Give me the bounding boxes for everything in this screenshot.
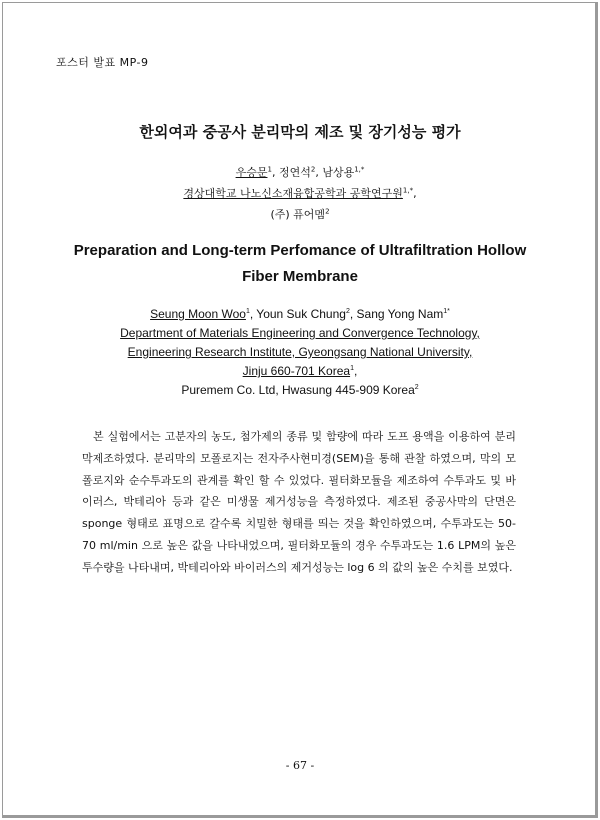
- english-title-line: Preparation and Long-term Perfomance of Ultrafiltration Hollow: [73, 242, 527, 259]
- affiliation-text: Jinju 660-701 Korea: [242, 364, 351, 378]
- english-author-line: Seung Moon Woo$^1$, Youn Suk Chung$^2$, Sang Yong Nam$^{1*}$: [150, 307, 450, 321]
- affiliation-text: Department of Materials Engineering and Convergence Technology,: [120, 326, 480, 340]
- author-name: Youn Suk Chung: [256, 307, 346, 321]
- english-affiliation-line: [0, 381, 600, 400]
- english-affiliation-line: [0, 324, 600, 343]
- page-number: - 67 -: [285, 759, 315, 772]
- author-superscript: 1: [245, 308, 250, 315]
- korean-author-line: 우승문$^1$, 정연석$^2$, 남상용$^{1,*}$: [235, 165, 365, 179]
- author-name: 정연석: [278, 166, 311, 179]
- author-superscript: 2: [345, 308, 350, 315]
- affiliation-text: (주) 퓨어멤: [270, 208, 326, 221]
- author-name: Sang Yong Nam: [356, 307, 444, 321]
- abstract-paragraph: 본 실험에서는 고분자의 농도, 첨가제의 종류 및 함량에 따라 도프 용액을 이용하여 분리막제조하였다. 분리막의 모폴로지는 전자주사현미경(SEM)을 통해 관찰 하였으며, 막의 모폴로지와 순수투과도의 관계를 확인 할 수 있었다. 필터화모듈을 제조하여 수투과도 및 바이러스, 박테리아 등과 같은 미생물 제거성능을 측정하였다. 제조된 중공사막의 단면은 sponge 형태로 표명으로 갈수록 치밀한 형태를 띄는 것을 확인하였으며, 수투과도는 50-70 ml/min 으로 높은 값을 나타내었으며, 필터화모듈의 경우 수투과도는 1.6 LPM의 높은 투수량을 나타내며, 박테리아와 바이러스의 제거성능는 log 6 의 값의 높은 수치를 보였다.: [82, 430, 516, 574]
- author-superscript: 1*: [443, 308, 450, 315]
- english-author-block: [0, 305, 600, 400]
- english-affiliation-line: [0, 343, 600, 362]
- author-name: 우승문: [235, 166, 268, 179]
- author-superscript: 1: [267, 165, 272, 174]
- affiliation-superscript: 1,*: [402, 186, 414, 195]
- affiliation-superscript: 1: [350, 365, 354, 372]
- author-superscript: 2: [310, 165, 316, 174]
- affiliation-text: Puremem Co. Ltd, Hwasung 445-909 Korea: [181, 383, 415, 397]
- english-title: [60, 238, 540, 290]
- korean-affiliation-line: [0, 204, 600, 225]
- affiliation-superscript: 2: [414, 384, 419, 391]
- author-superscript: 1,*: [354, 165, 365, 174]
- korean-author-block: [0, 162, 600, 225]
- affiliation-text: 경상대학교 나노신소재융합공학과 공학연구원: [183, 187, 403, 200]
- author-name: Seung Moon Woo: [150, 307, 246, 321]
- poster-label: 포스터 발표 MP-9: [56, 56, 149, 69]
- affiliation-text: Engineering Research Institute, Gyeongsang National University,: [127, 345, 473, 359]
- affiliation-superscript: 2: [325, 207, 330, 216]
- author-name: 남상용: [322, 166, 355, 179]
- english-title-line: Fiber Membrane: [242, 268, 358, 285]
- korean-affiliation-line: 경상대학교 나노신소재융합공학과 공학연구원$^{1,*}$,: [183, 186, 417, 200]
- english-affiliation-line: Jinju 660-701 Korea$^1$,: [242, 364, 358, 378]
- korean-title: 한외여과 중공사 분리막의 제조 및 장기성능 평가: [139, 123, 461, 141]
